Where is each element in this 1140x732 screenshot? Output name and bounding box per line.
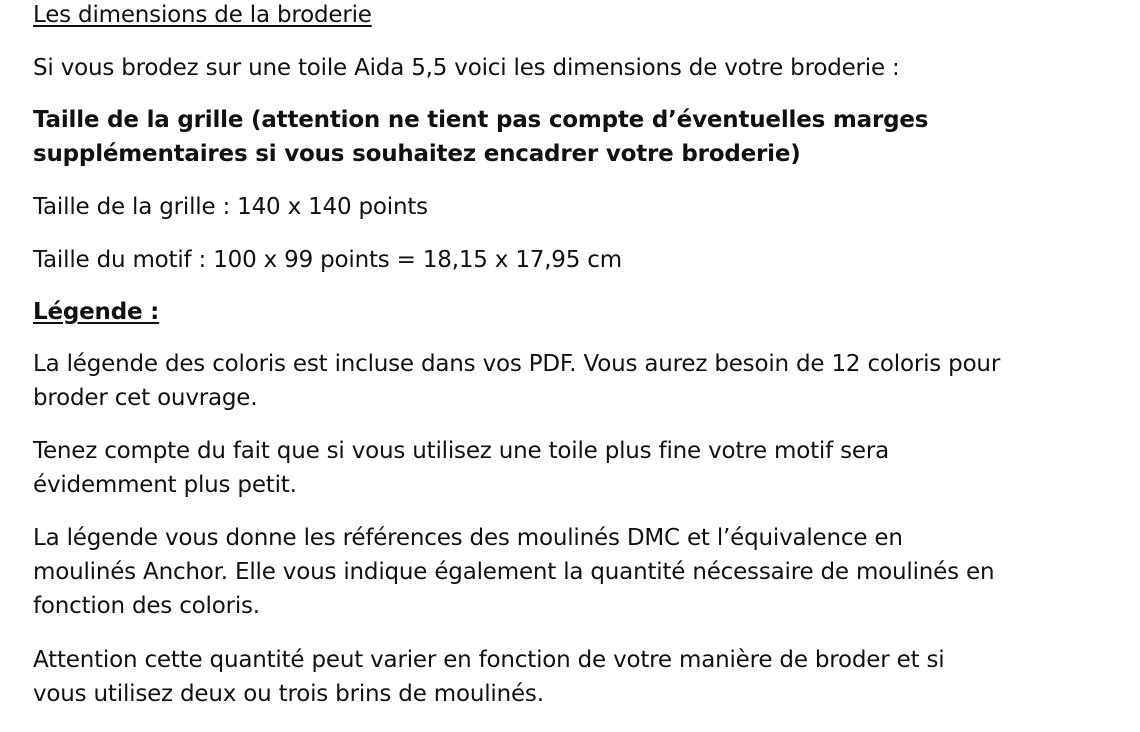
legend-p3-line-2: moulinés Anchor. Elle vous indique également la quantité nécessaire de moulinés en	[33, 559, 995, 585]
grid-note-line-2: supplémentaires si vous souhaitez encadrer votre broderie)	[33, 141, 801, 167]
legend-p2-line-2: évidemment plus petit.	[33, 472, 297, 498]
legend-paragraph-3	[33, 521, 994, 623]
legend-paragraph-2	[33, 434, 889, 502]
section-heading-legend: Légende :	[33, 299, 160, 325]
legend-p1-line-2: broder cet ouvrage.	[33, 385, 258, 411]
grid-note	[33, 103, 928, 171]
legend-p3-line-1: La légende vous donne les références des moulinés DMC et l’équivalence en	[33, 525, 903, 551]
intro-text: Si vous brodez sur une toile Aida 5,5 voici les dimensions de votre broderie :	[33, 55, 900, 81]
legend-p3-line-3: fonction des coloris.	[33, 593, 260, 619]
grid-note-line-1: Taille de la grille (attention ne tient pas compte d’éventuelles marges	[33, 107, 929, 133]
grid-size-text: Taille de la grille : 140 x 140 points	[33, 194, 428, 220]
legend-paragraph-4	[33, 643, 944, 711]
legend-p4-line-2: vous utilisez deux ou trois brins de moulinés.	[33, 681, 544, 707]
legend-paragraph-1	[33, 347, 1000, 415]
legend-p2-line-1: Tenez compte du fait que si vous utilisez une toile plus fine votre motif sera	[33, 438, 889, 464]
section-heading-dimensions: Les dimensions de la broderie	[33, 2, 372, 28]
motif-size-text: Taille du motif : 100 x 99 points = 18,15 x 17,95 cm	[33, 247, 622, 273]
legend-p4-line-1: Attention cette quantité peut varier en fonction de votre manière de broder et si	[33, 647, 945, 673]
legend-p1-line-1: La légende des coloris est incluse dans vos PDF. Vous aurez besoin de 12 coloris pour	[33, 351, 1001, 377]
